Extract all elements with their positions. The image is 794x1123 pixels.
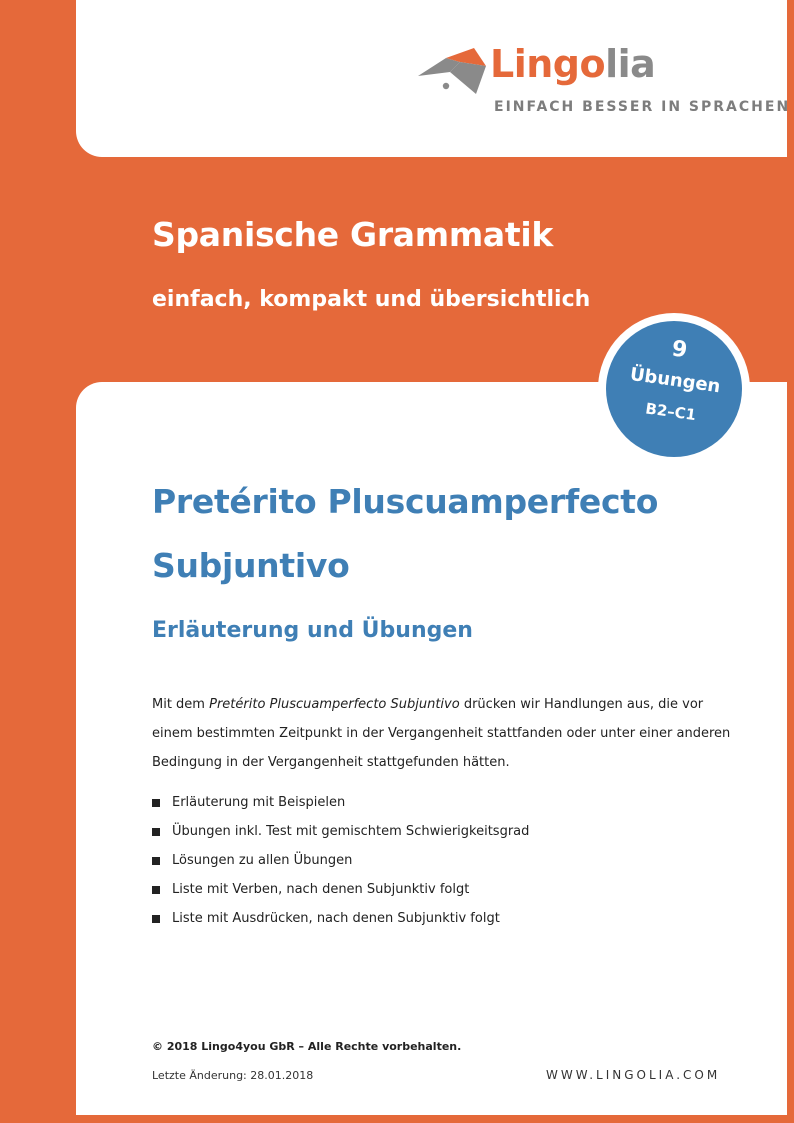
exercise-count-badge bbox=[606, 321, 742, 457]
feature-item-text: Liste mit Ausdrücken, nach denen Subjunktiv folgt bbox=[172, 911, 500, 926]
logo-wordmark-part1: Lingo bbox=[490, 42, 606, 86]
logo-wordmark bbox=[490, 42, 655, 86]
logo-wordmark-part2: lia bbox=[605, 42, 656, 86]
series-subtitle: einfach, kompakt und übersichtlich bbox=[152, 287, 591, 312]
feature-item-text: Übungen inkl. Test mit gemischtem Schwierigkeitsgrad bbox=[172, 824, 530, 839]
document-title bbox=[152, 470, 712, 598]
feature-item bbox=[152, 788, 529, 817]
intro-text-end: drücken wir Handlungen aus, die vor einem bestimmten Zeitpunkt in der Vergangenheit stattfanden oder unter einer anderen Bedingung in der Vergangenheit stattgefunden hätten. bbox=[152, 697, 731, 770]
intro-emphasis: Pretérito Pluscuamperfecto Subjuntivo bbox=[209, 697, 460, 712]
website-link[interactable]: WWW.LINGOLIA.COM bbox=[546, 1068, 721, 1082]
logo-mark-icon bbox=[416, 46, 488, 106]
feature-item bbox=[152, 904, 529, 933]
feature-item-text: Lösungen zu allen Übungen bbox=[172, 853, 353, 868]
series-title: Spanische Grammatik bbox=[152, 215, 554, 254]
logo-tagline: EINFACH BESSER IN SPRACHEN bbox=[494, 99, 791, 115]
square-bullet-icon bbox=[152, 915, 160, 923]
feature-item-text: Erläuterung mit Beispielen bbox=[172, 795, 346, 810]
square-bullet-icon bbox=[152, 857, 160, 865]
lingolia-logo bbox=[416, 38, 791, 128]
square-bullet-icon bbox=[152, 828, 160, 836]
last-updated: Letzte Änderung: 28.01.2018 bbox=[152, 1069, 314, 1082]
document-subtitle: Erläuterung und Übungen bbox=[152, 618, 473, 643]
intro-paragraph bbox=[152, 690, 732, 777]
copyright-notice: © 2018 Lingo4you GbR – Alle Rechte vorbehalten. bbox=[152, 1040, 462, 1053]
square-bullet-icon bbox=[152, 799, 160, 807]
badge-count: 9 bbox=[670, 336, 689, 364]
feature-item bbox=[152, 846, 529, 875]
feature-item-text: Liste mit Verben, nach denen Subjunktiv folgt bbox=[172, 882, 470, 897]
badge-label: Übungen bbox=[628, 363, 722, 398]
feature-list bbox=[152, 788, 529, 933]
intro-text-start: Mit dem bbox=[152, 697, 210, 712]
badge-level: B2–C1 bbox=[644, 399, 698, 425]
document-title-line1: Pretérito Pluscuamperfecto bbox=[152, 482, 659, 521]
document-title-line2: Subjuntivo bbox=[152, 546, 350, 585]
header-card bbox=[76, 0, 791, 157]
feature-item bbox=[152, 875, 529, 904]
feature-item bbox=[152, 817, 529, 846]
square-bullet-icon bbox=[152, 886, 160, 894]
